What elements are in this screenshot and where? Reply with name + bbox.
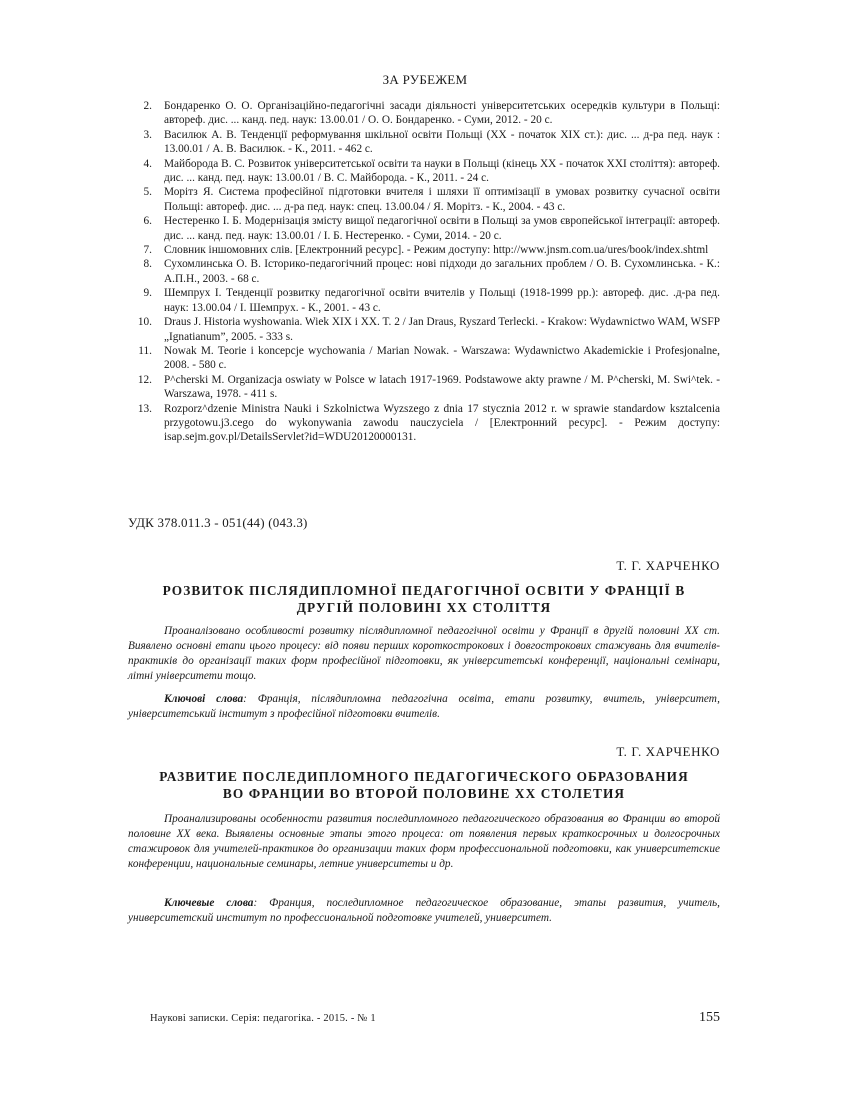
- reference-number: 10.: [137, 316, 152, 329]
- reference-number: 13.: [137, 402, 152, 415]
- reference-item: [128, 99, 720, 128]
- reference-number: 4.: [143, 157, 152, 170]
- reference-number: 5.: [143, 186, 152, 199]
- reference-text: Rozporz^dzenie Ministra Nauki i Szkolnictwa Wyzszego z dnia 17 stycznia 2012 r. w sprawie standardow ksztalcenia przygotowu.j3.cego do wykonywania zawodu nauczyciela / [Електронний ресурс]. - Режим доступу: isap.sejm.gov.pl/DetailsServlet?id=WDU20120000131.: [164, 402, 720, 444]
- reference-number: 9.: [143, 287, 152, 300]
- reference-item: [128, 257, 720, 286]
- reference-text: Draus J. Historia wyshowania. Wiek XIX i XX. T. 2 / Jan Draus, Ryszard Terlecki. - Krakow: Wydawnictwo WAM, WSFP „Ignatianum”, 2005. - 333 s.: [164, 316, 720, 343]
- reference-number: 8.: [143, 258, 152, 271]
- keywords-ua: [128, 692, 720, 722]
- article-title-ru: [128, 768, 720, 802]
- reference-text: Словник іншомовних слів. [Електронний ресурс]. - Режим доступу: http://www.jnsm.com.ua/ures/book/index.shtml: [164, 244, 709, 257]
- reference-item: [128, 243, 720, 257]
- running-header: ЗА РУБЕЖЕМ: [382, 72, 468, 87]
- keywords-text: : Франція, післядипломна педагогічна освіта, етапи розвитку, вчитель, університет, університетський інститут з професійної підготовки вчителів.: [128, 693, 720, 720]
- abstract-ua: Проаналізовано особливості розвитку післядипломної педагогічної освіти у Франції в другій половині XX ст. Виявлено основні етапи цього процесу: від появи перших короткострокових і довгострокових стажувань для вчителів-практиків до організації таких форм професійної підготовки, як університетські конференції, національні семінари, літні університети тощо.: [128, 625, 720, 682]
- keywords-text: : Франция, последипломное педагогическое образование, этапы развития, учитель, университетский институт по профессиональной подготовке учителей, университет.: [128, 897, 720, 924]
- author-ua: Т. Г. ХАРЧЕНКО: [616, 558, 720, 573]
- reference-number: 12.: [137, 373, 152, 386]
- reference-item: [128, 286, 720, 315]
- abstract-ru: Проанализированы особенности развития последипломного педагогического образования во Франции во второй половине XX века. Выявлены основные этапы этого процеса: от появления первых краткосрочных и долгосрочных стажировок для учителей-практиков до организации таких форм профессиональной подготовки, как университетские конференции, национальные семинары, летние университеты и др.: [128, 813, 720, 870]
- title-line-2: ВО ФРАНЦИИ ВО ВТОРОЙ ПОЛОВИНЕ XX СТОЛЕТИЯ: [222, 786, 626, 801]
- reference-text: Морітз Я. Система професійної підготовки вчителя і шляхи її оптимізації в умовах розвитку сучасної освіти Польщі: автореф. дис. ... д-ра пед. наук: спец. 13.00.04 / Я. Морітз. - К., 2004. - 43 с.: [164, 186, 720, 213]
- keywords-label: Ключові слова: [164, 693, 244, 705]
- reference-number: 7.: [143, 244, 152, 257]
- reference-text: Василюк А. В. Тенденції реформування шкільної освіти Польщі (XX - початок XIX ст.): дис. ... д-ра пед. наук : 13.00.01 / А. В. Василюк. - К., 2011. - 462 с.: [164, 128, 720, 156]
- udk-code: УДК 378.011.3 - 051(44) (043.3): [128, 515, 308, 530]
- reference-text: Бондаренко О. О. Організаційно-педагогічні засади діяльності університетських осередків культури в Польщі: автореф. дис. ... канд. пед. наук: 13.00.01 / О. О. Бондаренко. - Суми, 2012. - 20 с.: [164, 100, 720, 127]
- reference-item: [128, 214, 720, 243]
- keywords-label: Ключевые слова: [164, 897, 254, 909]
- reference-text: Нестеренко І. Б. Модернізація змісту вищої педагогічної освіти в Польщі за умов європейської інтеграції: автореф. дис. ... канд. пед. наук: 13.00.01 / І. Б. Нестеренко. - Суми, 2014. - 20 с.: [164, 215, 720, 242]
- reference-item: [128, 344, 720, 373]
- journal-footer: Наукові записки. Серія: педагогіка. - 2015. - № 1: [150, 1013, 376, 1024]
- reference-text: Сухомлинська О. В. Історико-педагогічний процес: нові підходи до загальних проблем / О. В. Сухомлинська. - К.: А.П.Н., 2003. - 68 с.: [164, 258, 720, 285]
- reference-item: [128, 373, 720, 402]
- reference-item: [128, 402, 720, 445]
- title-line-1: РАЗВИТИЕ ПОСЛЕДИПЛОМНОГО ПЕДАГОГИЧЕСКОГО ОБРАЗОВАНИЯ: [159, 769, 689, 784]
- reference-list: [128, 99, 720, 445]
- reference-number: 6.: [143, 215, 152, 228]
- reference-item: [128, 157, 720, 186]
- article-title-ua: [128, 582, 720, 616]
- reference-item: [128, 185, 720, 214]
- reference-number: 2.: [143, 100, 152, 112]
- reference-text: Шемпрух І. Тенденції розвитку педагогічної освіти вчителів у Польщі (1918-1999 рр.): автореф. дис. .д-ра пед. наук: 13.00.04 / І. Шемпрух. - К., 2001. - 43 с.: [164, 287, 720, 314]
- reference-item: [128, 128, 720, 157]
- page-number: 155: [699, 1010, 720, 1025]
- reference-number: 11.: [138, 344, 152, 357]
- reference-text: Майборода В. С. Розвиток університетської освіти та науки в Польщі (кінець XX - початок XXI століття): автореф. дис. ... канд. пед. наук: 13.00.01 / В. С. Майборода. - К., 2011. - 24 с.: [164, 157, 720, 185]
- reference-text: P^cherski M. Organizacja oswiaty w Polsce w latach 1917-1969. Podstawowe akty prawne / M. P^cherski, M. Swi^tek. - Warszawa, 1978. - 411 s.: [164, 373, 720, 401]
- title-line-2: ДРУГІЙ ПОЛОВИНІ XX СТОЛІТТЯ: [296, 600, 552, 615]
- keywords-ru: [128, 896, 720, 926]
- reference-number: 3.: [143, 128, 152, 141]
- reference-text: Nowak M. Teorie i koncepcje wychowania / Marian Nowak. - Warszawa: Wydawnictwo Akademickie i Profesjonalne, 2008. - 580 с.: [164, 344, 720, 372]
- reference-item: [128, 315, 720, 344]
- author-ru: Т. Г. ХАРЧЕНКО: [616, 744, 720, 759]
- title-line-1: РОЗВИТОК ПІСЛЯДИПЛОМНОЇ ПЕДАГОГІЧНОЇ ОСВІТИ У ФРАНЦІЇ В: [162, 583, 686, 598]
